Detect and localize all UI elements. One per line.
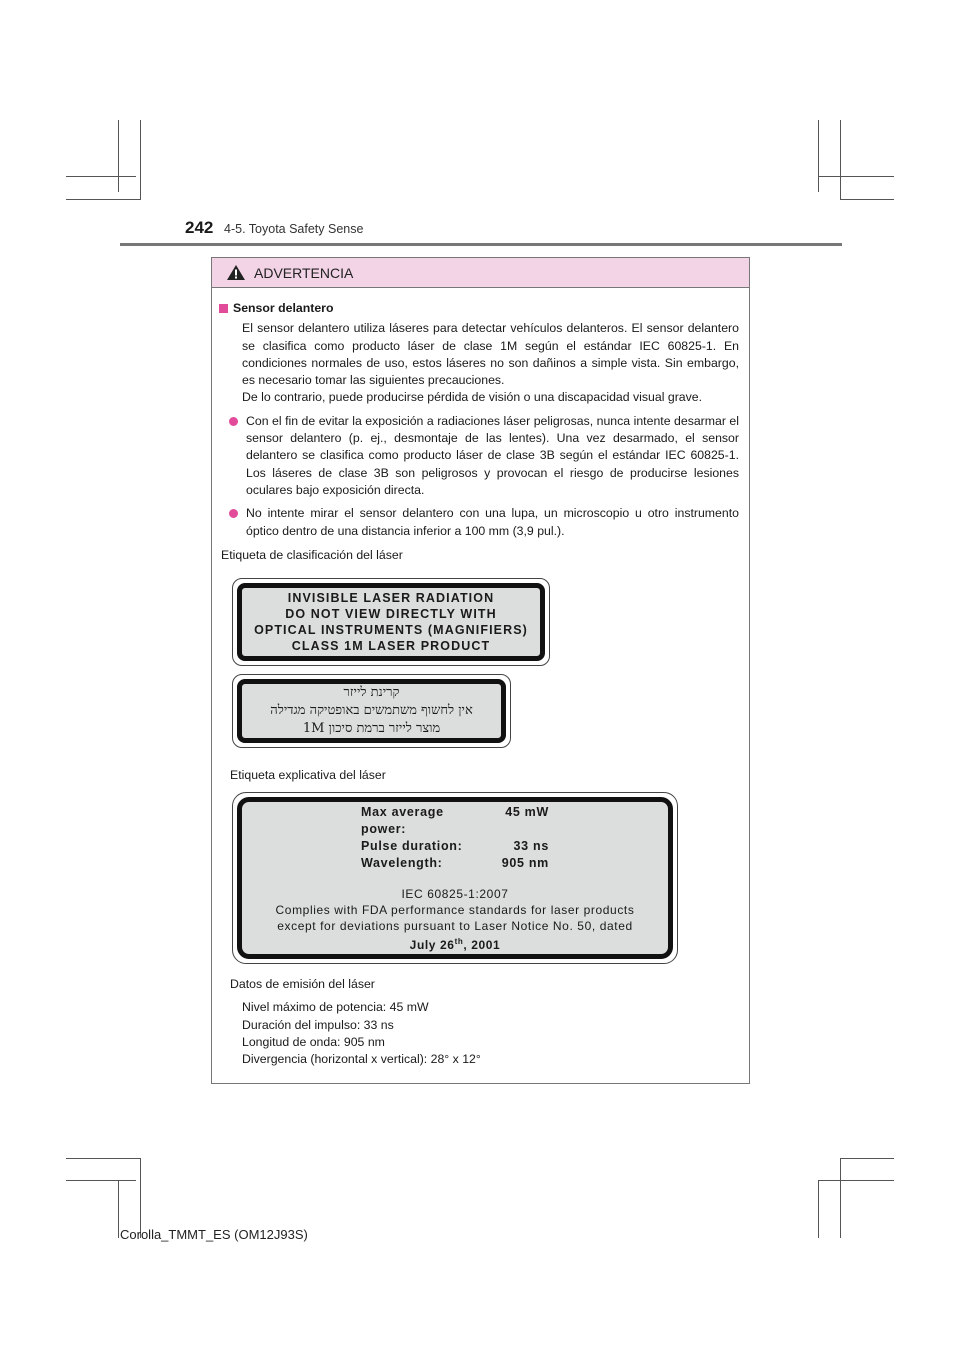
list-item	[219, 413, 739, 499]
warning-content	[212, 288, 749, 564]
emission-item: Longitud de onda: 905 nm	[242, 1034, 385, 1049]
crop-mark	[818, 1180, 894, 1181]
label-line: מוצר לייזר ברמת סיכון 1M	[302, 721, 441, 736]
compliance-line: except for deviations pursuant to Laser Notice No. 50, dated	[277, 918, 633, 933]
spec-table	[361, 804, 549, 872]
crop-mark	[840, 1158, 894, 1159]
date-text: July 26	[409, 937, 455, 952]
spec-row	[361, 838, 549, 855]
section-title: 4-5. Toyota Safety Sense	[224, 222, 364, 236]
label-line: INVISIBLE LASER RADIATION	[287, 591, 495, 605]
compliance-line: Complies with FDA performance standards for laser products	[275, 902, 635, 917]
spec-row	[361, 855, 549, 872]
warning-title: ADVERTENCIA	[254, 264, 354, 281]
spec-value: 905 nm	[501, 855, 549, 870]
crop-mark	[818, 176, 894, 177]
emission-item: Duración del impulso: 33 ns	[242, 1017, 394, 1032]
list-item-text: No intente mirar el sensor delantero con una lupa, un microscopio u otro instrumento óptico dentro de una distancia inferior a 100 mm (3,9 pul.).	[246, 506, 739, 538]
crop-mark	[66, 1158, 141, 1159]
crop-mark	[118, 120, 119, 192]
spec-name: Pulse duration:	[361, 838, 463, 853]
warning-box	[211, 257, 750, 1084]
laser-explanatory-label	[232, 792, 678, 964]
label-panel	[237, 797, 673, 959]
label-line: אין לחשוף משתמשים באופטיקה מגדילה	[270, 703, 473, 718]
page-number: 242	[185, 218, 214, 237]
circle-bullet-icon	[229, 417, 238, 426]
intro-text	[219, 320, 739, 406]
crop-mark	[818, 1180, 819, 1238]
spec-row	[361, 804, 549, 838]
crop-mark	[66, 1180, 136, 1181]
spec-name: Wavelength:	[361, 855, 443, 870]
crop-mark	[140, 120, 141, 200]
crop-mark	[840, 199, 894, 200]
emission-item: Nivel máximo de potencia: 45 mW	[242, 1000, 429, 1015]
subheading-text: Sensor delantero	[233, 301, 334, 315]
list-item-text: Con el fin de evitar la exposición a radiaciones láser peligrosas, nunca intente desarmar el sensor delantero (p. ej., desmontaje de las lentes). Una vez desarmado, el sensor delantero se clasifica como producto láser de clase 3B según el estándar IEC 60825-1. Los láseres de clase 3B son peligrosos y provocan el riesgo de producirse lesiones oculares bajo exposición directa.	[246, 413, 739, 497]
list-item	[219, 505, 739, 540]
classification-caption: Etiqueta de clasificación del láser	[221, 547, 403, 562]
spec-value: 45 mW	[505, 804, 549, 819]
header-divider	[120, 243, 842, 246]
spec-name: Max average power:	[361, 804, 444, 836]
warning-header	[212, 258, 749, 288]
crop-mark	[140, 1158, 141, 1238]
crop-mark	[818, 120, 819, 192]
circle-bullet-icon	[229, 509, 238, 518]
square-bullet-icon	[219, 304, 228, 313]
crop-mark	[118, 1180, 119, 1238]
laser-class-label-he	[232, 674, 511, 748]
crop-mark	[66, 199, 141, 200]
label-line: CLASS 1M LASER PRODUCT	[291, 639, 491, 653]
explanatory-caption: Etiqueta explicativa del láser	[230, 768, 386, 782]
footer-text: Corolla_TMMT_ES (OM12J93S)	[120, 1227, 308, 1242]
emission-caption: Datos de emisión del láser	[230, 977, 375, 991]
spec-value: 33 ns	[513, 838, 549, 853]
crop-mark	[840, 1158, 841, 1238]
compliance-standard: IEC 60825-1:2007	[401, 886, 509, 901]
date-text: , 2001	[463, 937, 501, 952]
crop-mark	[66, 176, 136, 177]
intro-paragraph: De lo contrario, puede producirse pérdida de visión o una discapacidad visual grave.	[242, 390, 703, 405]
crop-mark	[840, 120, 841, 200]
label-line: DO NOT VIEW DIRECTLY WITH	[285, 607, 497, 621]
intro-paragraph: El sensor delantero utiliza láseres para detectar vehículos delanteros. El sensor delantero se clasifica como producto láser de clase 1M según el estándar IEC 60825-1. En condiciones normales de uso, estos láseres no son dañinos a simple vista. Sin embargo, es necesario tomar las siguientes precauciones.	[242, 321, 739, 388]
date-suffix: th	[454, 936, 464, 946]
label-panel	[237, 679, 506, 743]
warning-triangle-icon	[226, 264, 246, 281]
emission-list	[230, 999, 481, 1068]
subheading	[219, 300, 739, 317]
emission-section	[230, 976, 481, 1068]
compliance-date	[410, 934, 501, 953]
label-panel	[237, 583, 545, 661]
emission-item: Divergencia (horizontal x vertical): 28° x 12°	[242, 1052, 481, 1067]
label-line: OPTICAL INSTRUMENTS (MAGNIFIERS)	[254, 623, 528, 637]
laser-class-label-en	[232, 578, 550, 666]
label-line: קרינת לייזר	[343, 685, 400, 700]
